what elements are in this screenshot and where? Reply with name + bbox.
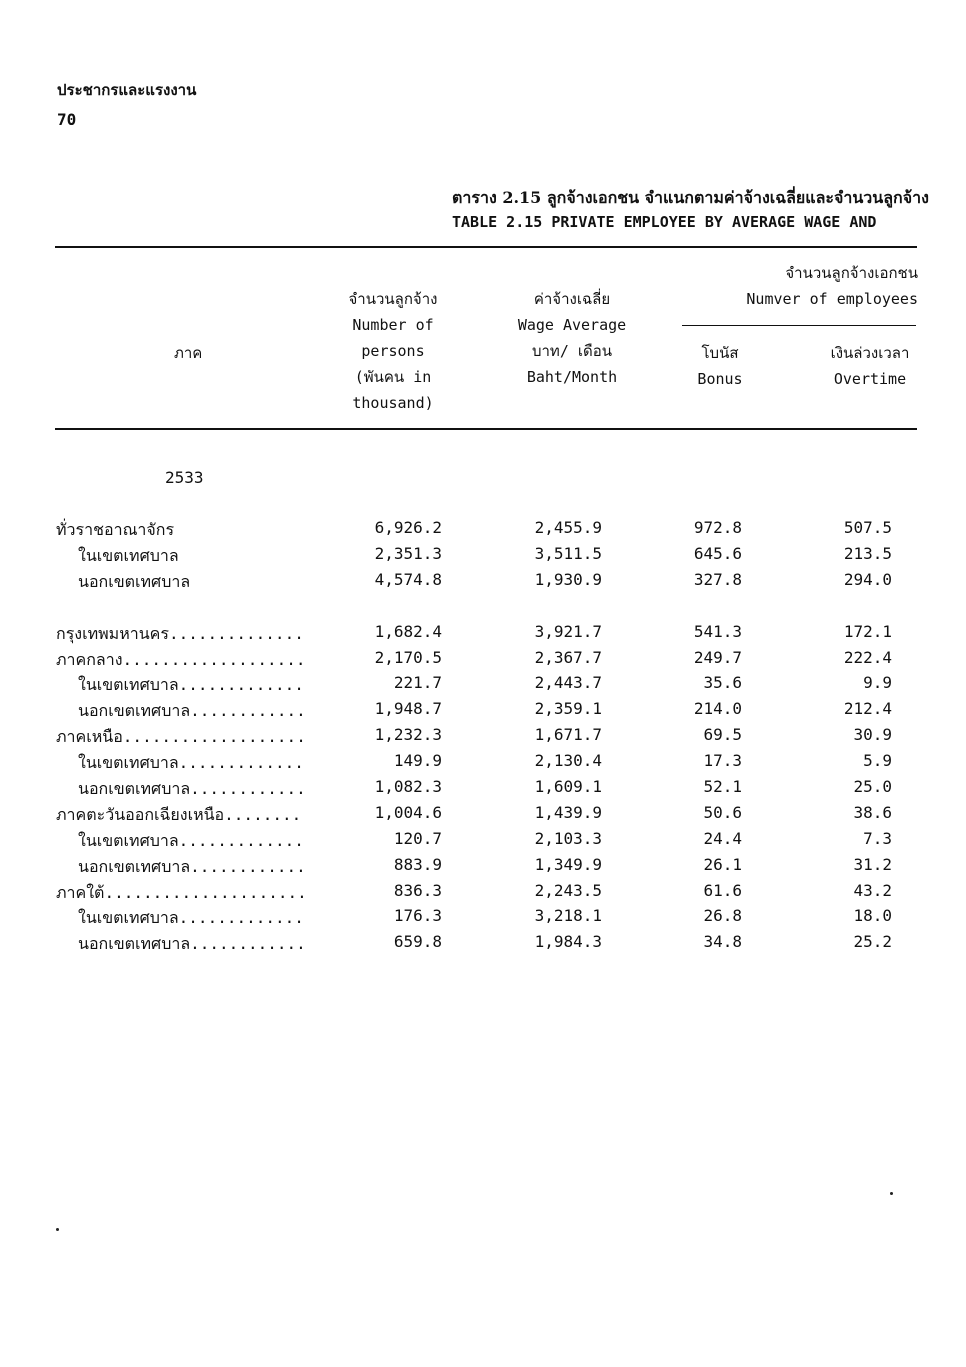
cell-overtime: 30.9 (853, 725, 892, 745)
scan-speck (56, 1228, 59, 1231)
cell-bonus: 69.5 (703, 725, 742, 745)
cell-overtime: 213.5 (843, 543, 892, 563)
cell-bonus: 17.3 (703, 751, 742, 771)
cell-bonus: 26.1 (703, 854, 742, 874)
cell-overtime: 212.4 (843, 699, 892, 719)
cell-wage: 2,243.5 (534, 880, 602, 900)
cell-bonus: 34.8 (703, 932, 742, 952)
cell-wage: 3,921.7 (534, 621, 602, 641)
cell-wage: 2,103.3 (534, 828, 602, 848)
cell-persons: 4,574.8 (374, 569, 442, 589)
row-label: ในเขตเทศบาล............. (78, 675, 304, 695)
cell-overtime: 31.2 (853, 854, 892, 874)
cell-bonus: 972.8 (693, 518, 742, 537)
cell-persons: 2,351.3 (374, 543, 442, 563)
cell-persons: 176.3 (393, 906, 442, 926)
cell-wage: 3,511.5 (534, 543, 602, 563)
cell-persons: 1,948.7 (374, 699, 442, 719)
row-label: นอกเขตเทศบาล............ (78, 779, 306, 799)
table-title-english: TABLE 2.15 PRIVATE EMPLOYEE BY AVERAGE WAGE AND (452, 213, 877, 231)
row-label: ในเขตเทศบาล............. (78, 753, 304, 773)
row-label: นอกเขตเทศบาล............ (78, 701, 306, 721)
row-label: ภาคตะวันออกเฉียงเหนือ........ (56, 804, 302, 824)
cell-bonus: 541.3 (693, 621, 742, 641)
scan-speck (890, 1192, 893, 1195)
cell-bonus: 52.1 (703, 777, 742, 797)
column-header-persons: จำนวนลูกจ้าง Number of persons (พันคน in thousand) (348, 290, 438, 412)
cell-persons: 2,170.5 (374, 647, 442, 667)
row-label: นอกเขตเทศบาล (78, 571, 191, 591)
row-label: กรุงเทพมหานคร.............. (56, 623, 304, 643)
row-label: นอกเขตเทศบาล............ (78, 856, 306, 876)
cell-wage: 2,130.4 (534, 751, 602, 771)
row-label: ทั่วราชอาณาจักร (56, 520, 175, 539)
cell-persons: 883.9 (393, 854, 442, 874)
cell-overtime: 25.2 (853, 932, 892, 952)
cell-persons: 1,004.6 (374, 802, 442, 822)
row-label: ภาคเหนือ................... (56, 727, 306, 747)
cell-overtime: 294.0 (843, 569, 892, 589)
column-header-region: ภาค (174, 344, 203, 362)
cell-persons: 1,082.3 (374, 777, 442, 797)
row-label: นอกเขตเทศบาล............ (78, 934, 306, 954)
cell-wage: 2,359.1 (534, 699, 602, 719)
cell-wage: 1,930.9 (534, 569, 602, 589)
cell-overtime: 172.1 (843, 621, 892, 641)
cell-persons: 1,682.4 (374, 621, 442, 641)
cell-wage: 3,218.1 (534, 906, 602, 926)
cell-persons: 221.7 (393, 673, 442, 693)
cell-bonus: 214.0 (693, 699, 742, 719)
column-header-wage: ค่าจ้างเฉลี่ย Wage Average บาท/ เดือน Baht/Month (517, 290, 627, 386)
cell-persons: 659.8 (393, 932, 442, 952)
row-label: ในเขตเทศบาล............. (78, 908, 304, 928)
cell-bonus: 645.6 (693, 543, 742, 563)
cell-wage: 2,455.9 (534, 518, 602, 537)
year-label: 2533 (165, 468, 204, 487)
cell-wage: 2,367.7 (534, 647, 602, 667)
cell-bonus: 26.8 (703, 906, 742, 926)
row-label: ภาคกลาง................... (56, 649, 306, 669)
cell-bonus: 61.6 (703, 880, 742, 900)
column-header-employees-group: จำนวนลูกจ้างเอกชน Numver of employees (746, 264, 918, 308)
cell-wage: 1,349.9 (534, 854, 602, 874)
cell-persons: 836.3 (393, 880, 442, 900)
cell-bonus: 327.8 (693, 569, 742, 589)
cell-overtime: 507.5 (843, 518, 892, 537)
cell-bonus: 249.7 (693, 647, 742, 667)
cell-persons: 120.7 (393, 828, 442, 848)
row-label: ในเขตเทศบาล (78, 545, 179, 565)
page-number: 70 (57, 110, 77, 129)
cell-overtime: 43.2 (853, 880, 892, 900)
table-top-rule (55, 246, 917, 248)
cell-overtime: 18.0 (853, 906, 892, 926)
cell-overtime: 25.0 (853, 777, 892, 797)
table-title-thai: ตาราง 2.15 ลูกจ้างเอกชน จำแนกตามค่าจ้างเฉลี่ยและจำนวนลูกจ้าง (452, 188, 929, 207)
cell-wage: 1,609.1 (534, 777, 602, 797)
cell-wage: 1,671.7 (534, 725, 602, 745)
cell-wage: 1,984.3 (534, 932, 602, 952)
table-header-rule (55, 428, 917, 430)
cell-bonus: 50.6 (703, 802, 742, 822)
cell-wage: 2,443.7 (534, 673, 602, 693)
row-label: ในเขตเทศบาล............. (78, 830, 304, 850)
cell-bonus: 35.6 (703, 673, 742, 693)
cell-persons: 6,926.2 (374, 518, 442, 537)
cell-wage: 1,439.9 (534, 802, 602, 822)
cell-overtime: 222.4 (843, 647, 892, 667)
cell-overtime: 38.6 (853, 802, 892, 822)
row-label: ภาคใต้..................... (56, 882, 307, 902)
column-group-rule (682, 325, 916, 326)
cell-persons: 149.9 (393, 751, 442, 771)
section-header: ประชากรและแรงงาน (57, 81, 197, 99)
cell-overtime: 7.3 (863, 828, 892, 848)
column-header-bonus: โบนัส Bonus (697, 344, 743, 388)
cell-overtime: 5.9 (863, 751, 892, 771)
cell-bonus: 24.4 (703, 828, 742, 848)
cell-overtime: 9.9 (863, 673, 892, 693)
column-header-overtime: เงินล่วงเวลา Overtime (830, 344, 910, 388)
cell-persons: 1,232.3 (374, 725, 442, 745)
